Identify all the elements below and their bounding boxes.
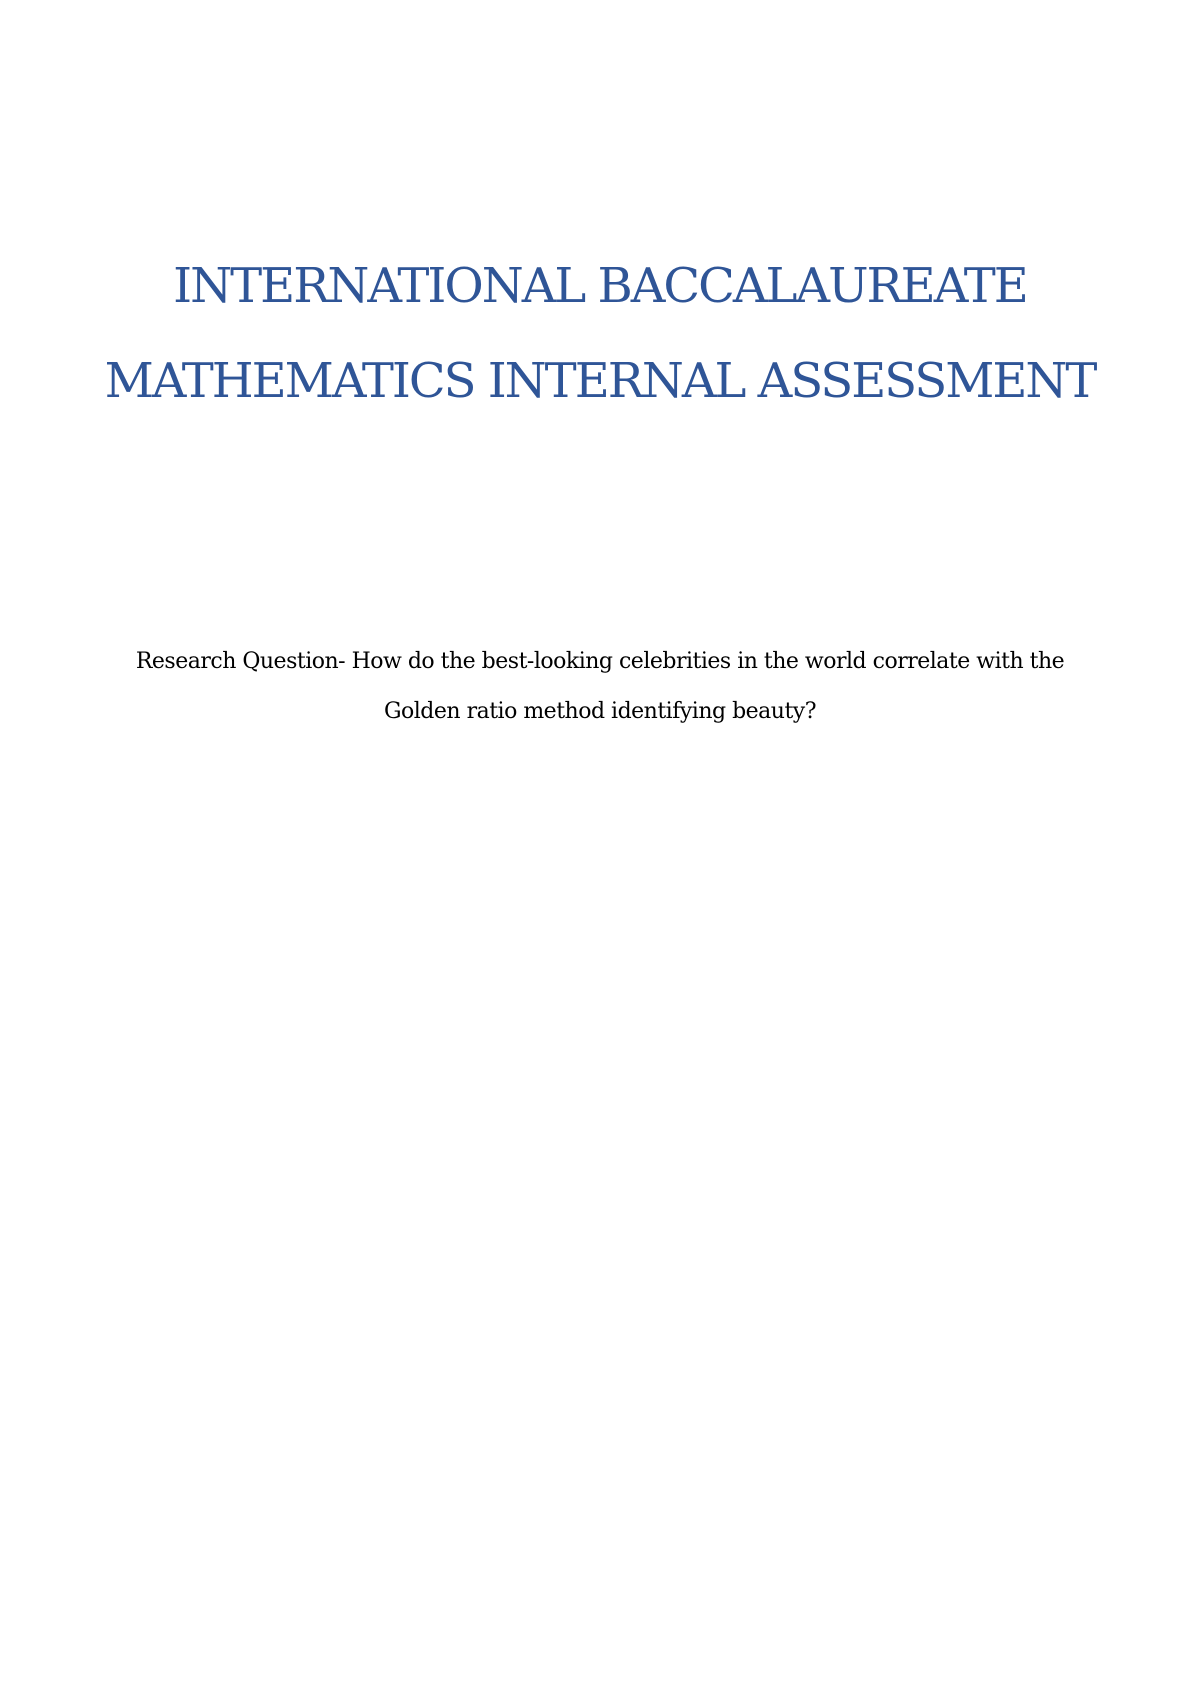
research-question-line-2: Golden ratio method identifying beauty? — [383, 699, 817, 724]
title-line-2: MATHEMATICS INTERNAL ASSESSMENT — [104, 353, 1096, 409]
document-title — [0, 258, 1200, 409]
research-question — [0, 637, 1200, 737]
research-question-line-1: Research Question- How do the best-looking celebrities in the world correlate with the — [135, 649, 1065, 674]
title-line-1: INTERNATIONAL BACCALAUREATE — [173, 258, 1027, 314]
